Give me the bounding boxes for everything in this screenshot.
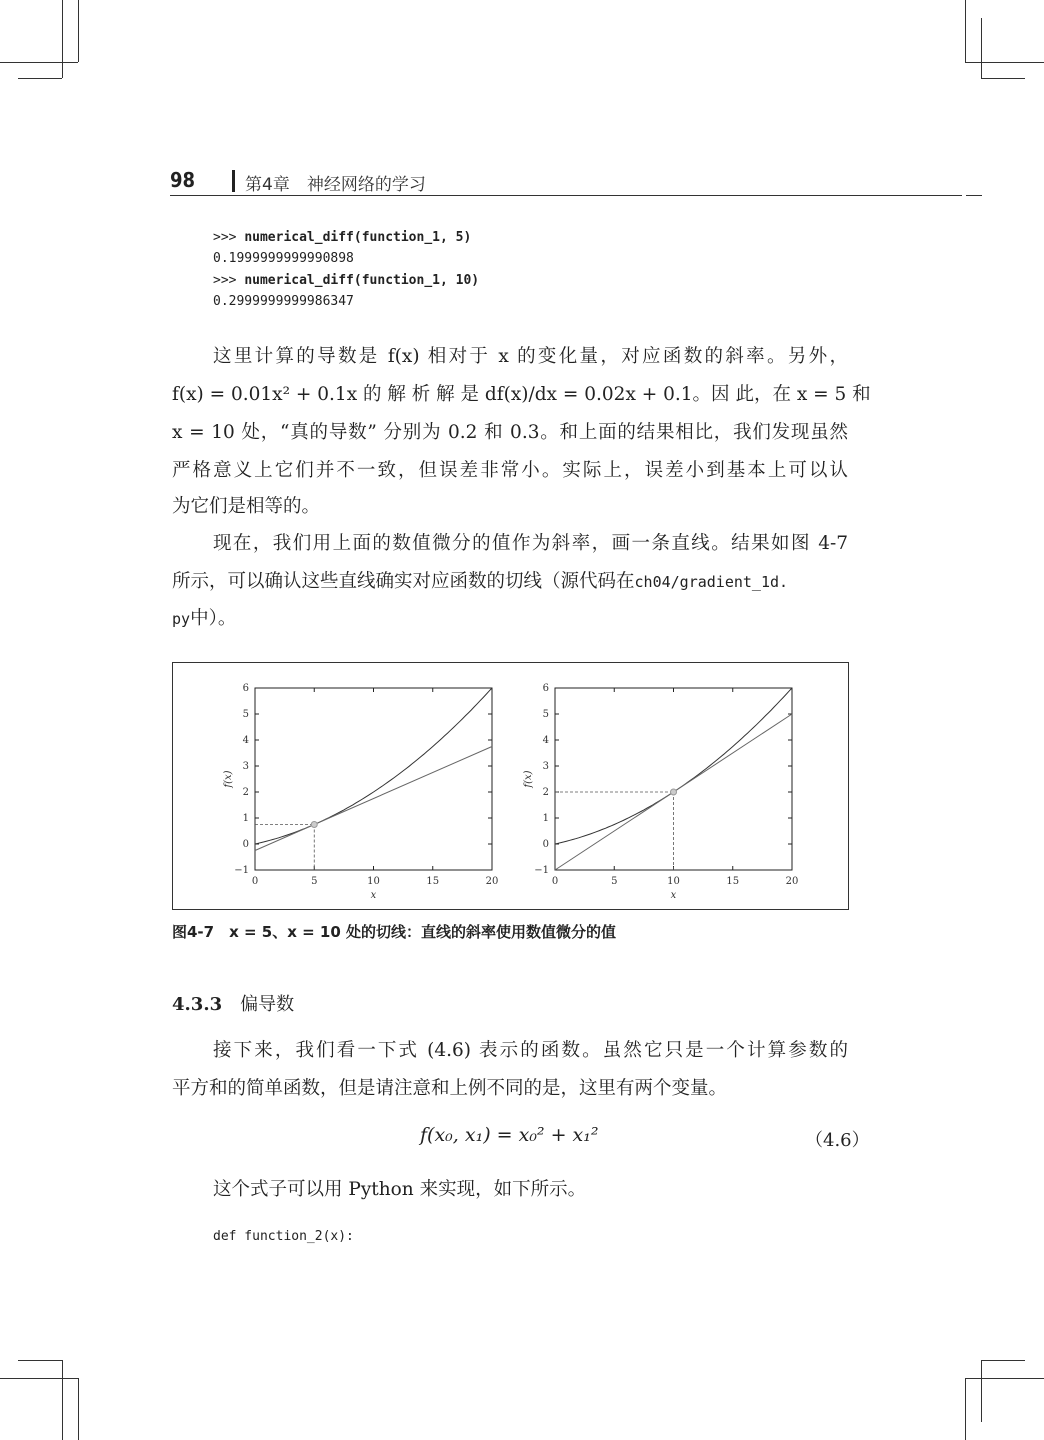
- x-tick-label: 5: [311, 876, 318, 887]
- crop-mark: [981, 18, 982, 78]
- crop-mark: [981, 1360, 1025, 1361]
- y-tick-label: 4: [242, 735, 249, 746]
- section-number: 4.3.3: [172, 994, 223, 1015]
- y-tick-label: 2: [542, 787, 549, 798]
- y-tick-label: 0: [242, 839, 249, 850]
- function-curve: [255, 688, 492, 844]
- figure-caption: 图4-7 x = 5、x = 10 处的切线：直线的斜率使用数值微分的值: [172, 923, 617, 941]
- y-tick-label: 5: [242, 709, 249, 720]
- paragraph-line: 为它们是相等的。: [172, 496, 321, 517]
- y-tick-label: 0: [542, 839, 549, 850]
- x-tick-label: 5: [611, 876, 618, 887]
- function-curve: [555, 688, 792, 844]
- crop-mark: [965, 1378, 966, 1440]
- y-tick-label: 3: [542, 761, 549, 772]
- code-output: 0.1999999999990898: [213, 251, 354, 266]
- x-tick-label: 20: [785, 876, 799, 887]
- paragraph-line: 这个式子可以用 Python 来实现，如下所示。: [213, 1179, 587, 1200]
- section-title: 偏导数: [240, 994, 295, 1015]
- crop-mark: [981, 78, 1025, 79]
- x-tick-label: 15: [426, 876, 440, 887]
- code-line: >>> numerical_diff(function_1, 5): [213, 230, 472, 245]
- code-line: def function_2(x):: [213, 1229, 354, 1244]
- y-tick-label: −1: [234, 865, 249, 876]
- y-tick-label: 3: [242, 761, 249, 772]
- equation-number: （4.6）: [805, 1130, 870, 1151]
- crop-mark: [965, 62, 1044, 63]
- paragraph-line: py中）。: [172, 608, 237, 629]
- page-number: 98: [170, 168, 196, 192]
- y-tick-label: 4: [542, 735, 549, 746]
- section-heading: [172, 990, 294, 1016]
- crop-mark: [18, 1360, 62, 1361]
- crop-mark: [981, 1360, 982, 1422]
- x-tick-label: 0: [551, 876, 559, 887]
- paragraph-line: x = 10 处，“真的导数” 分别为 0.2 和 0.3。和上面的结果相比，我们发现虽然: [172, 422, 848, 443]
- paragraph-line: 接下来，我们看一下式 (4.6) 表示的函数。虽然它只是一个计算参数的: [213, 1040, 848, 1061]
- y-axis-label: f(x): [223, 770, 234, 788]
- paragraph-line: 所示，可以确认这些直线确实对应函数的切线（源代码在ch04/gradient_1d.: [172, 571, 789, 592]
- y-tick-label: 1: [542, 813, 549, 824]
- tangent-point: [671, 789, 677, 795]
- crop-mark: [0, 1378, 78, 1379]
- source-path: ch04/gradient_1d.: [634, 573, 789, 591]
- x-tick-label: 0: [251, 876, 259, 887]
- crop-mark: [62, 1360, 63, 1440]
- header-rule: [170, 195, 962, 196]
- crop-mark: [18, 78, 62, 79]
- crop-mark: [78, 0, 79, 62]
- x-tick-label: 20: [485, 876, 499, 887]
- y-axis-label: f(x): [523, 770, 534, 788]
- tangent-charts: [173, 663, 848, 909]
- chapter-title: 第4章 神经网络的学习: [245, 175, 426, 195]
- tangent-line: [255, 747, 492, 851]
- y-tick-label: 2: [242, 787, 249, 798]
- code-output: 0.2999999999986347: [213, 294, 354, 309]
- crop-mark: [0, 62, 78, 63]
- figure-4-7: [172, 662, 849, 910]
- y-tick-label: 6: [542, 683, 549, 694]
- y-tick-label: 6: [242, 683, 249, 694]
- tangent-point: [311, 822, 317, 828]
- x-tick-label: 10: [367, 876, 380, 887]
- y-tick-label: 5: [542, 709, 549, 720]
- x-tick-label: 15: [726, 876, 740, 887]
- crop-mark: [965, 0, 966, 62]
- x-axis-label: x: [370, 890, 377, 901]
- paragraph-line: 现在，我们用上面的数值微分的值作为斜率，画一条直线。结果如图 4-7: [213, 533, 848, 554]
- paragraph-line: f(x) = 0.01x² + 0.1x 的 解 析 解 是 df(x)/dx = 0.02x + 0.1。因 此，在 x = 5 和: [172, 384, 871, 405]
- header-divider: [232, 170, 235, 192]
- paragraph-line: 严格意义上它们并不一致，但误差非常小。实际上，误差小到基本上可以认: [172, 460, 848, 481]
- header-rule: [966, 195, 982, 196]
- paragraph-line: 这里计算的导数是 f(x) 相对于 x 的变化量，对应函数的斜率。另外，: [213, 346, 848, 367]
- paragraph-line: 平方和的简单函数，但是请注意和上例不同的是，这里有两个变量。: [172, 1078, 728, 1099]
- code-line: >>> numerical_diff(function_1, 10): [213, 273, 480, 288]
- x-tick-label: 10: [667, 876, 680, 887]
- y-tick-label: 1: [242, 813, 249, 824]
- crop-mark: [78, 1378, 79, 1440]
- x-axis-label: x: [670, 890, 677, 901]
- plot-frame: [255, 688, 492, 870]
- y-tick-label: −1: [534, 865, 549, 876]
- crop-mark: [965, 1378, 1044, 1379]
- equation-4-6: f(x₀, x₁) = x₀² + x₁²: [420, 1124, 599, 1146]
- crop-mark: [62, 0, 63, 78]
